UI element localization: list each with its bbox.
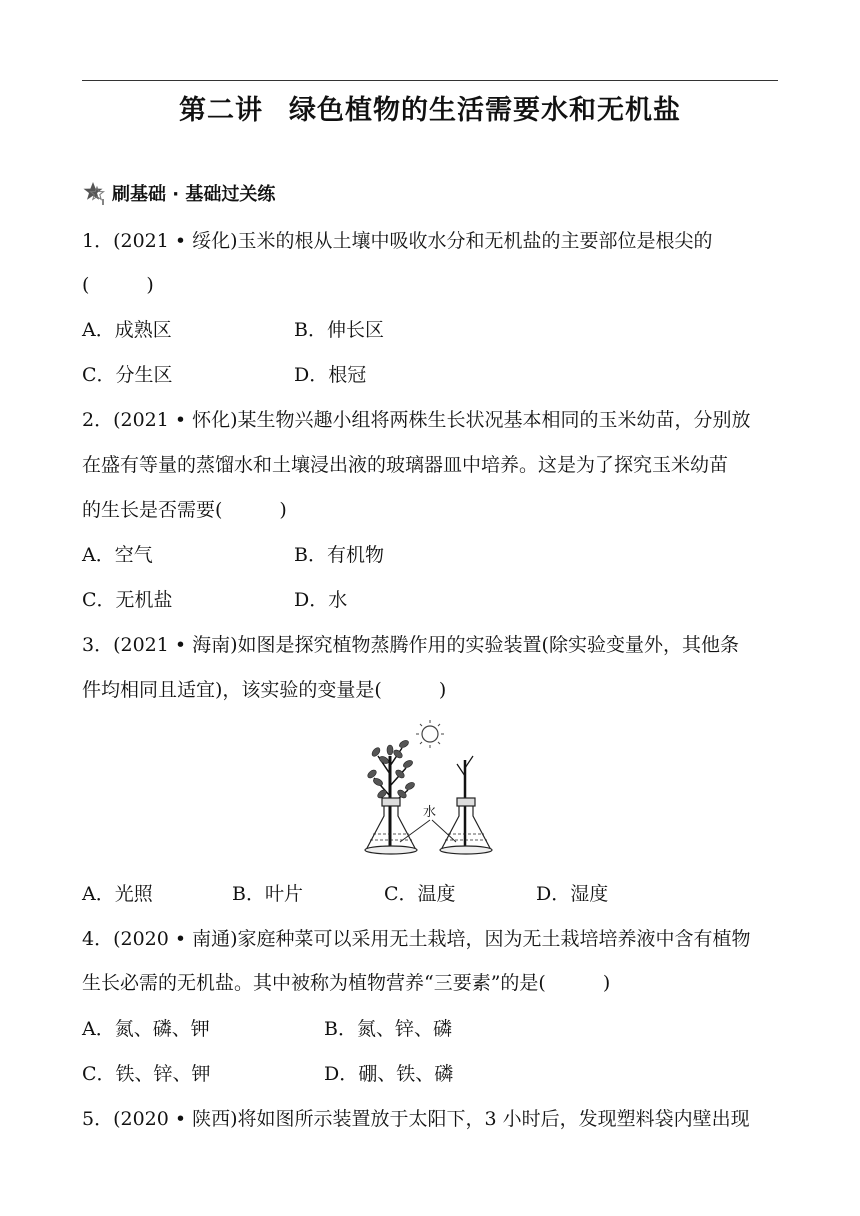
- question-3-option-d: D．湿度: [536, 883, 609, 905]
- question-1-option-a: A．成熟区: [82, 319, 172, 341]
- question-1-option-c: C．分生区: [82, 364, 173, 386]
- sun-icon: [416, 720, 444, 748]
- question-3-line-2: 件均相同且适宜)，该实验的变量是( ): [82, 679, 447, 701]
- question-2-option-c: C．无机盐: [82, 589, 173, 611]
- leafy-plant-icon: [366, 739, 416, 846]
- question-2-option-a: A．空气: [82, 544, 153, 566]
- question-3-option-a: A．光照: [82, 883, 153, 905]
- question-4-option-a: A．氮、磷、钾: [82, 1018, 210, 1040]
- water-label: 水: [423, 805, 437, 820]
- page-title: [0, 88, 860, 127]
- question-1-line-1: 1．(2021 • 绥化)玉米的根从土壤中吸收水分和无机盐的主要部位是根尖的: [82, 230, 713, 252]
- lecture-number: 第二讲: [179, 95, 263, 126]
- question-2-option-b: B．有机物: [294, 544, 384, 566]
- section-header: [82, 180, 275, 206]
- question-1-line-2: ( ): [82, 274, 154, 296]
- question-2-line-3: 的生长是否需要( ): [82, 499, 287, 521]
- question-2-line-1: 2．(2021 • 怀化)某生物兴趣小组将两株生长状况基本相同的玉米幼苗，分别放: [82, 409, 751, 431]
- question-1-option-d: D．根冠: [294, 364, 367, 386]
- question-4-option-c: C．铁、锌、钾: [82, 1063, 211, 1085]
- question-3-option-c: C．温度: [384, 883, 456, 905]
- section-label: 刷基础 · 基础过关练: [112, 184, 276, 205]
- question-2-line-2: 在盛有等量的蒸馏水和土壤浸出液的玻璃器皿中培养。这是为了探究玉米幼苗: [82, 454, 729, 476]
- question-4-option-d: D．硼、铁、磷: [324, 1063, 454, 1085]
- header-rule: [82, 80, 778, 81]
- question-5-line-1: 5．(2020 • 陕西)将如图所示装置放于太阳下，3 小时后，发现塑料袋内壁出现: [82, 1108, 750, 1130]
- lecture-topic: 绿色植物的生活需要水和无机盐: [289, 95, 681, 126]
- question-4-option-b: B．氮、锌、磷: [324, 1018, 452, 1040]
- question-4-line-1: 4．(2020 • 南通)家庭种菜可以采用无土栽培，因为无土栽培培养液中含有植物: [82, 928, 751, 950]
- question-1-option-b: B．伸长区: [294, 319, 384, 341]
- question-4-line-2: 生长必需的无机盐。其中被称为植物营养“三要素”的是( ): [82, 972, 611, 994]
- question-3-option-b: B．叶片: [232, 883, 303, 905]
- question-2-option-d: D．水: [294, 589, 348, 611]
- transpiration-apparatus-figure: [360, 716, 510, 866]
- question-3-line-1: 3．(2021 • 海南)如图是探究植物蒸腾作用的实验装置(除实验变量外，其他条: [82, 634, 739, 656]
- star-icon: [82, 180, 108, 206]
